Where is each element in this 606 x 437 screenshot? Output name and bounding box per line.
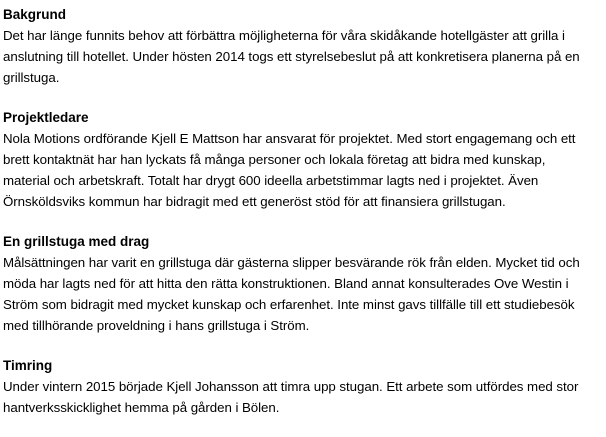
paragraph-line: grillstuga. <box>3 70 60 85</box>
document-body <box>3 4 603 437</box>
paragraph-line: hantverksskicklighet hemma på gården i Bölen. <box>3 400 280 415</box>
section-bakgrund <box>3 4 603 88</box>
paragraph-line: material och arbetskraft. Totalt har drygt 600 ideella arbetstimmar lagts ned i projektet. Även <box>3 173 539 188</box>
section-heading: Timring <box>3 358 53 373</box>
paragraph-line: Örnsköldsviks kommun har bidragit med ett generöst stöd för att finansiera grillstugan. <box>3 194 506 209</box>
section-heading: En grillstuga med drag <box>3 234 150 249</box>
paragraph-line: brett kontaktnät har han lyckats få många personer och lokala företag att bidra med kunskap, <box>3 152 546 167</box>
paragraph-line: möda har lagts ned för att hitta den rätta konstruktionen. Bland annat konsulterades Ove Westin i <box>3 276 569 291</box>
paragraph-line: anslutning till hotellet. Under hösten 2014 togs ett styrelsebeslut på att konkretisera planerna på en <box>3 49 580 64</box>
section-projektledare <box>3 107 603 212</box>
section-heading: Bakgrund <box>3 7 67 22</box>
section-heading: Projektledare <box>3 110 89 125</box>
paragraph-line: Nola Motions ordförande Kjell E Mattson har ansvarat för projektet. Med stort engagemang och ett <box>3 131 576 146</box>
section-grillstuga-med-drag <box>3 231 603 336</box>
section-timring <box>3 355 603 418</box>
paragraph-line: med tillhörande proveldning i hans grillstuga i Ström. <box>3 318 310 333</box>
paragraph-line: Under vintern 2015 började Kjell Johansson att timra upp stugan. Ett arbete som utfördes med stor <box>3 379 579 394</box>
paragraph-line: Målsättningen har varit en grillstuga där gästerna slipper besvärande rök från elden. Mycket tid och <box>3 255 580 270</box>
paragraph-line: Ström som bidragit med mycket kunskap och erfarenhet. Inte minst gavs tillfälle till ett studiebesök <box>3 297 575 312</box>
paragraph-line: Det har länge funnits behov att förbättra möjligheterna för våra skidåkande hotellgäster att grilla i <box>3 28 565 43</box>
